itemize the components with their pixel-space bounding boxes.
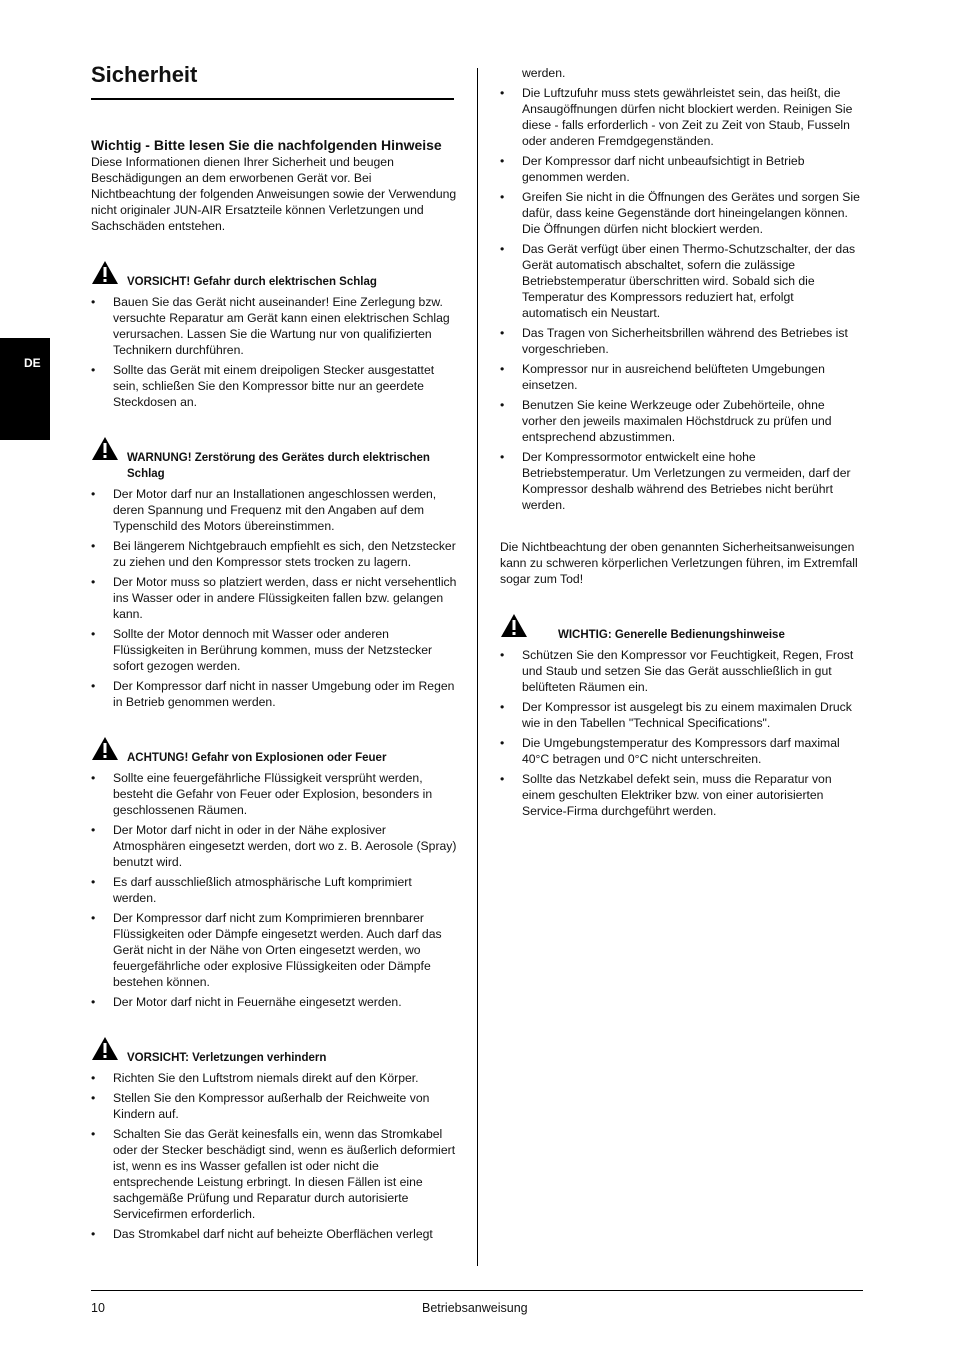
list-item: • Das Stromkabel darf nicht auf beheizte Oberflächen verlegt [91, 1226, 457, 1242]
warning-block [91, 1036, 457, 1066]
continued-text: werden. [522, 66, 566, 80]
list-item: • Sollte der Motor dennoch mit Wasser oder anderen Flüssigkeiten in Berührung kommen, muss der Netzstecker sofort gezogen werden. [91, 626, 457, 674]
bullet-list [91, 1070, 457, 1242]
list-item: • Der Motor muss so platziert werden, dass er nicht versehentlich ins Wasser oder in andere Flüssigkeiten fallen bzw. gelangen kann. [91, 574, 457, 622]
list-item: • Der Motor darf nicht in oder in der Nähe explosiver Atmosphären eingesetzt werden, dort wo z. B. Aerosole (Spray) benutzt wird. [91, 822, 457, 870]
warning-label: WARNUNG! Zerstörung des Gerätes durch elektrischen Schlag [127, 452, 430, 480]
footer-divider [91, 1290, 863, 1291]
bullet-list [500, 85, 862, 513]
list-item: • Schützen Sie den Kompressor vor Feuchtigkeit, Regen, Frost und Staub und setzen Sie das Gerät ausschließlich in gut belüfteten Räumen ein. [500, 647, 862, 695]
warning-block [91, 736, 457, 766]
list-item: • Richten Sie den Luftstrom niemals direkt auf den Körper. [91, 1070, 457, 1086]
warning-triangle-icon [91, 436, 119, 461]
warning-label: VORSICHT! Gefahr durch elektrischen Schlag [127, 276, 377, 288]
page-number: 10 [91, 1301, 105, 1315]
list-item: • Bauen Sie das Gerät nicht auseinander! Eine Zerlegung bzw. versuchte Reparatur am Gerät kann einen elektrischen Schlag verursachen. Lassen Sie die Wartung nur von qualifizierten Technikern durchführen. [91, 294, 457, 358]
list-item: • Der Kompressor darf nicht zum Komprimieren brennbarer Flüssigkeiten oder Dämpfe eingesetzt werden. Auch darf das Gerät nicht in der Nähe von Orten eingesetzt werden, wo feuergefährliche oder explosive Flüssigkeiten oder Dämpfe bestehen können. [91, 910, 457, 990]
warning-label: WICHTIG: Generelle Bedienungshinweise [558, 629, 785, 641]
list-item: • Der Motor darf nur an Installationen angeschlossen werden, deren Spannung und Frequenz mit den Angaben auf dem Typenschild des Motors übereinstimmen. [91, 486, 457, 534]
footer-title: Betriebsanweisung [422, 1301, 528, 1315]
left-column [91, 136, 457, 1246]
bullet-list [500, 647, 862, 819]
list-item: • Kompressor nur in ausreichend belüfteten Umgebungen einsetzen. [500, 361, 862, 393]
list-item: • Benutzen Sie keine Werkzeuge oder Zubehörteile, ohne vorher den jeweils maximalen Höchstdruck zu prüfen und entsprechend abzustimmen. [500, 397, 862, 445]
warning-triangle-icon [91, 736, 119, 761]
column-divider [477, 68, 478, 1266]
list-item: • Der Motor darf nicht in Feuernähe eingesetzt werden. [91, 994, 457, 1010]
list-item: • Greifen Sie nicht in die Öffnungen des Gerätes und sorgen Sie dafür, dass keine Gegenstände dort hineingelangen können. Die Öffnungen dürfen nicht blockiert werden. [500, 189, 862, 237]
right-column [500, 65, 862, 823]
warning-triangle-icon [500, 613, 528, 638]
bullet-list [91, 486, 457, 710]
warning-block [91, 260, 457, 290]
list-item: • Stellen Sie den Kompressor außerhalb der Reichweite von Kindern auf. [91, 1090, 457, 1122]
list-item: • Bei längerem Nichtgebrauch empfiehlt es sich, den Netzstecker zu ziehen und den Kompressor stets trocken zu lagern. [91, 538, 457, 570]
warning-block [500, 613, 862, 643]
list-item: • Das Gerät verfügt über einen Thermo-Schutzschalter, der das Gerät automatisch abschaltet, sofern die zulässige Betriebstemperatur überschritten wird. Sobald sich die Temperatur des Kompressors reduziert hat, erfolgt automatisch ein Neustart. [500, 241, 862, 321]
list-item: • Die Umgebungstemperatur des Kompressors darf maximal 40°C betragen und 0°C nicht unterschreiten. [500, 735, 862, 767]
warning-note: Die Nichtbeachtung der oben genannten Sicherheitsanweisungen kann zu schweren körperlichen Verletzungen führen, im Extremfall sogar zum Tod! [500, 540, 858, 586]
page-title: Sicherheit [91, 62, 198, 87]
intro-heading: Wichtig - Bitte lesen Sie die nachfolgenden Hinweise [91, 137, 442, 153]
list-item: • Sollte das Gerät mit einem dreipoligen Stecker ausgestattet sein, schließen Sie den Kompressor bitte nur an geerdete Steckdosen an. [91, 362, 457, 410]
list-item: • Die Luftzufuhr muss stets gewährleistet sein, das heißt, die Ansaugöffnungen dürfen nicht blockiert werden. Reinigen Sie diese - falls erforderlich - von Zeit zu Zeit von Staub, Fusseln oder anderen Fremdgegenständen. [500, 85, 862, 149]
list-item: • Der Kompressor darf nicht in nasser Umgebung oder im Regen in Betrieb genommen werden. [91, 678, 457, 710]
list-item: • Sollte das Netzkabel defekt sein, muss die Reparatur von einem geschulten Elektriker bzw. von einer autorisierten Service-Firma durchgeführt werden. [500, 771, 862, 819]
warning-label: VORSICHT: Verletzungen verhindern [127, 1052, 327, 1064]
list-item: • Sollte eine feuergefährliche Flüssigkeit versprüht werden, besteht die Gefahr von Feuer oder Explosion, besonders in geschlossenen Räumen. [91, 770, 457, 818]
bullet-list [91, 294, 457, 410]
title-divider [91, 98, 454, 100]
warning-triangle-icon [91, 260, 119, 285]
warning-label: ACHTUNG! Gefahr von Explosionen oder Feuer [127, 752, 387, 764]
intro-text: Diese Informationen dienen Ihrer Sicherheit und beugen Beschädigungen an dem erworbenen Gerät vor. Bei Nichtbeachtung der folgenden Anweisungen sowie der Verwendung nicht originaler JUN-AIR Ersatzteile können Verletzungen und Sachschäden entstehen. [91, 155, 457, 233]
language-tab [0, 338, 50, 440]
list-item: • Das Tragen von Sicherheitsbrillen während des Betriebes ist vorgeschrieben. [500, 325, 862, 357]
list-item: • Der Kompressor ist ausgelegt bis zu einem maximalen Druck wie in den Tabellen "Technical Specifications". [500, 699, 862, 731]
warning-block [91, 436, 457, 482]
list-item: • Schalten Sie das Gerät keinesfalls ein, wenn das Stromkabel oder der Stecker beschädigt sind, wenn es äußerlich deformiert ist, wenn es ins Wasser gefallen ist oder nicht die entsprechende Leistung erbringt. In diesen Fällen ist eine sachgemäße Prüfung und Reparatur durch autorisierte Servicefirmen erforderlich. [91, 1126, 457, 1222]
bullet-list [91, 770, 457, 1010]
list-item: • Der Kompressor darf nicht unbeaufsichtigt in Betrieb genommen werden. [500, 153, 862, 185]
list-item: • Der Kompressormotor entwickelt eine hohe Betriebstemperatur. Um Verletzungen zu vermeiden, darf der Kompressor deshalb während des Betriebes nicht berührt werden. [500, 449, 862, 513]
language-tab-label: DE [24, 356, 41, 370]
list-item: • Es darf ausschließlich atmosphärische Luft komprimiert werden. [91, 874, 457, 906]
warning-triangle-icon [91, 1036, 119, 1061]
